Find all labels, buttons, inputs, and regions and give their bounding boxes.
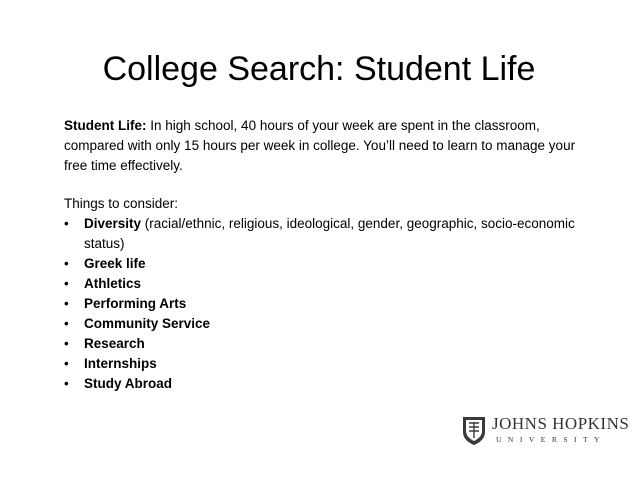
item-bold: Study Abroad	[84, 376, 173, 391]
item-bold: Research	[84, 336, 145, 351]
item-bold: Athletics	[84, 276, 142, 291]
johns-hopkins-logo	[462, 414, 630, 454]
item-bold: Internships	[84, 356, 157, 371]
logo-name: JOHNS HOPKINS	[492, 414, 630, 433]
list-item	[64, 214, 584, 254]
bullet-icon: •	[64, 316, 69, 331]
intro-paragraph	[64, 116, 584, 176]
list-item	[64, 374, 584, 394]
logo-subtitle: UNIVERSITY	[496, 435, 606, 444]
bullet-icon: •	[64, 296, 69, 311]
bullet-icon: •	[64, 276, 69, 291]
spacer	[64, 176, 584, 194]
considerations-list	[64, 214, 584, 394]
consider-label: Things to consider:	[64, 196, 179, 211]
slide-body	[64, 116, 584, 394]
list-item	[64, 354, 584, 374]
list-item	[64, 254, 584, 274]
item-bold: Community Service	[84, 316, 211, 331]
bullet-icon: •	[64, 216, 69, 231]
bullet-icon: •	[64, 376, 69, 391]
item-bold: Greek life	[84, 256, 146, 271]
intro-text: In high school, 40 hours of your week are spent in the classroom, compared with only 15 hours per week in college. You’ll need to learn to manage your free time effectively.	[64, 118, 576, 173]
intro-label: Student Life:	[64, 118, 147, 133]
bullet-icon: •	[64, 336, 69, 351]
bullet-icon: •	[64, 256, 69, 271]
item-bold: Diversity	[84, 216, 142, 231]
slide-title: College Search: Student Life	[102, 50, 536, 88]
list-item	[64, 274, 584, 294]
list-item	[64, 314, 584, 334]
university-shield-icon	[462, 416, 486, 446]
bullet-icon: •	[64, 356, 69, 371]
list-item	[64, 334, 584, 354]
item-detail: (racial/ethnic, religious, ideological, gender, geographic, socio-economic status)	[84, 216, 575, 251]
item-bold: Performing Arts	[84, 296, 187, 311]
list-item	[64, 294, 584, 314]
